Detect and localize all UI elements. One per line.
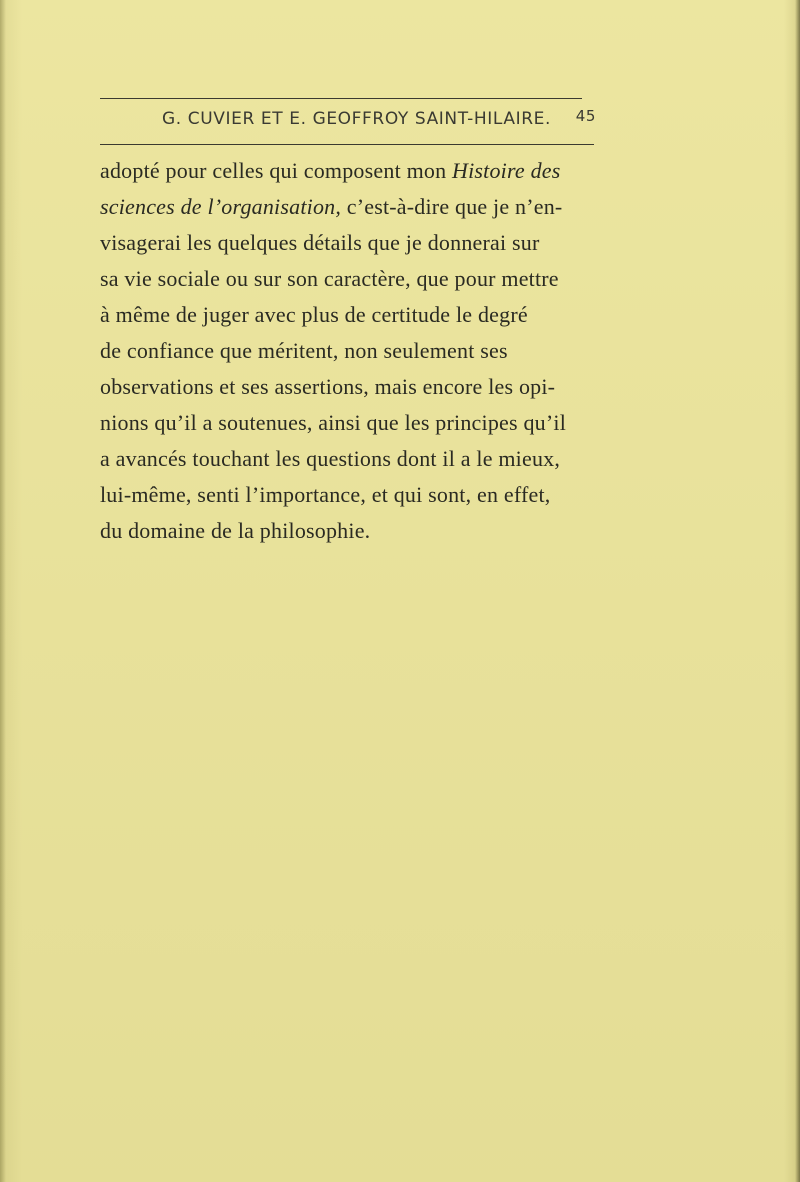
text-line: sa vie sociale ou sur son caractère, que pour mettre — [100, 266, 559, 291]
running-header — [100, 106, 596, 136]
page-right-edge — [795, 0, 800, 1182]
running-title: G. CUVIER ET E. GEOFFROY SAINT-HILAIRE. — [162, 109, 551, 129]
text-line: de confiance que méritent, non seulement ses — [100, 338, 508, 363]
page-left-edge — [0, 0, 6, 1182]
text-line: adopté pour celles qui composent mon Histoire des — [100, 158, 561, 183]
text-line: observations et ses assertions, mais encore les opi- — [100, 374, 556, 399]
text-line: sciences de l’organisation, c’est-à-dire que je n’en- — [100, 194, 563, 219]
text-line: du domaine de la philosophie. — [100, 518, 371, 543]
body-paragraph — [100, 153, 620, 549]
text-line: lui-même, senti l’importance, et qui sont, en effet, — [100, 482, 551, 507]
text-line: visagerai les quelques détails que je donnerai sur — [100, 230, 540, 255]
header-bottom-rule — [100, 144, 594, 145]
text-line: à même de juger avec plus de certitude le degré — [100, 302, 528, 327]
page-number: 45 — [575, 107, 596, 125]
text-line: nions qu’il a soutenues, ainsi que les principes qu’il — [100, 410, 567, 435]
text-line: a avancés touchant les questions dont il a le mieux, — [100, 446, 561, 471]
header-top-rule — [100, 98, 582, 99]
